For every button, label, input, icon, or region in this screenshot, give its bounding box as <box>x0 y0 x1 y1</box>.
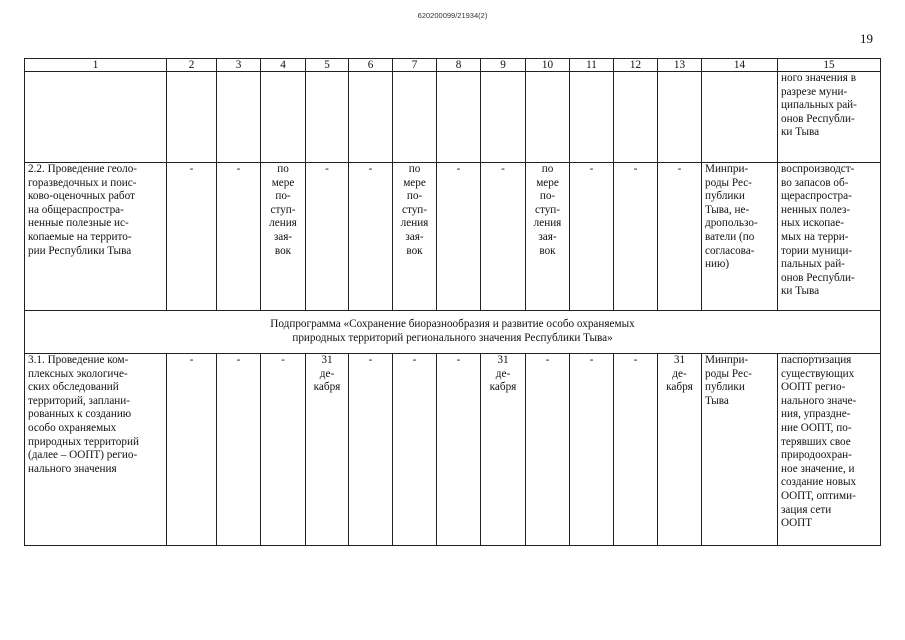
cell-text: 31 де- кабря <box>489 354 517 394</box>
column-number: 5 <box>306 59 349 72</box>
table-cell <box>778 72 881 163</box>
column-number: 2 <box>167 59 217 72</box>
column-number: 4 <box>261 59 306 72</box>
column-number: 8 <box>437 59 481 72</box>
cell-text: - <box>677 163 682 175</box>
column-number: 6 <box>349 59 393 72</box>
cell-text: - <box>456 354 461 366</box>
table-cell <box>702 354 778 546</box>
table-cell <box>570 163 614 311</box>
plan-table <box>24 58 881 546</box>
table-cell <box>393 354 437 546</box>
table-cell <box>167 72 217 163</box>
table-cell <box>349 163 393 311</box>
cell-text: - <box>189 163 194 175</box>
table-cell <box>481 72 526 163</box>
table-cell <box>349 72 393 163</box>
cell-text: - <box>412 354 417 366</box>
table-cell <box>306 163 349 311</box>
column-number: 9 <box>481 59 526 72</box>
cell-text: паспортизация существующих ООПТ регио- нального значе- ния, упраздне- ние ООПТ, по- терявших свое природоохран- ное значение, и создание новых ООПТ, оптими- зация сети ООПТ <box>781 354 857 530</box>
table-cell <box>261 72 306 163</box>
table-cell <box>437 354 481 546</box>
table-cell <box>25 354 167 546</box>
cell-text: - <box>501 163 505 175</box>
cell-text: - <box>325 163 329 175</box>
table-cell <box>306 354 349 546</box>
document-id: 620200099/21934(2) <box>417 11 488 20</box>
table-cell <box>306 72 349 163</box>
table-cell <box>614 354 658 546</box>
column-number: 13 <box>658 59 702 72</box>
table-cell <box>217 72 261 163</box>
table-cell <box>167 163 217 311</box>
table-cell <box>526 163 570 311</box>
cell-text: - <box>456 163 461 175</box>
column-number: 11 <box>570 59 614 72</box>
table-cell <box>658 72 702 163</box>
column-number-row <box>25 59 881 72</box>
cell-text: - <box>368 354 373 366</box>
cell-text: Минпри- роды Рес- публики Тыва, не- дропользо- ватели (по согласова- нию) <box>705 163 758 271</box>
table-cell <box>393 163 437 311</box>
cell-text: 2.2. Проведение геоло- горазведочных и поис- ково-оценочных работ на общераспростра- ненные полезные ис- копаемые на террито- рии Республики Тыва <box>28 163 138 257</box>
table-cell <box>614 72 658 163</box>
table-cell <box>702 163 778 311</box>
table-cell <box>778 354 881 546</box>
cell-text: по мере по- ступ- ления зая- вок <box>400 163 429 257</box>
table-cell <box>393 72 437 163</box>
column-number: 10 <box>526 59 570 72</box>
cell-text: - <box>589 354 594 366</box>
table-row-2-2 <box>25 163 881 311</box>
cell-text: 31 де- кабря <box>666 354 693 394</box>
table-cell <box>25 72 167 163</box>
table-cell <box>217 354 261 546</box>
cell-text: - <box>236 163 241 175</box>
column-number: 3 <box>217 59 261 72</box>
column-number: 1 <box>25 59 167 72</box>
column-number: 15 <box>778 59 881 72</box>
cell-text: - <box>633 354 638 366</box>
table-row-continuation <box>25 72 881 163</box>
cell-text: - <box>236 354 241 366</box>
cell-text: по мере по- ступ- ления зая- вок <box>533 163 562 257</box>
table-cell <box>437 163 481 311</box>
column-number: 14 <box>702 59 778 72</box>
cell-text: 3.1. Проведение ком- плексных экологиче- ских обследований территорий, заплани- рованных к созданию особо охраняемых природных территорий (далее – ООПТ) регио- нального значения <box>28 354 139 475</box>
table-cell <box>526 72 570 163</box>
table-cell <box>570 354 614 546</box>
cell-text: - <box>368 163 373 175</box>
cell-text: воспроизводст- во запасов об- щераспростра- ненных полез- ных ископае- мых на терри- тории муници- пальных рай- онов Республи- ки Тыва <box>781 163 855 298</box>
table-cell <box>614 163 658 311</box>
cell-text: - <box>633 163 638 175</box>
table-cell <box>261 354 306 546</box>
cell-text: - <box>589 163 594 175</box>
table-cell <box>261 163 306 311</box>
table-cell <box>778 163 881 311</box>
table-cell <box>481 354 526 546</box>
column-number: 12 <box>614 59 658 72</box>
table-cell <box>481 163 526 311</box>
column-number: 7 <box>393 59 437 72</box>
cell-text: Минпри- роды Рес- публики Тыва <box>705 354 752 407</box>
table-cell <box>570 72 614 163</box>
table-cell <box>702 72 778 163</box>
subprogram-title: Подпрограмма «Сохранение биоразнообразия и развитие особо охраняемых природных территорий регионального значения Республики Тыва» <box>25 311 881 354</box>
cell-text: ного значения в разрезе муни- ципальных рай- онов Республи- ки Тыва <box>781 72 857 139</box>
cell-text: 31 де- кабря <box>313 354 341 394</box>
table-row-3-1 <box>25 354 881 546</box>
page-number: 19 <box>860 31 873 46</box>
table-cell <box>349 354 393 546</box>
cell-text: - <box>281 354 285 366</box>
table-cell <box>526 354 570 546</box>
table-cell <box>217 163 261 311</box>
table-cell <box>437 72 481 163</box>
table-cell <box>658 163 702 311</box>
table-cell <box>167 354 217 546</box>
cell-text: по мере по- ступ- ления зая- вок <box>269 163 297 257</box>
subprogram-row <box>25 311 881 354</box>
table-cell <box>25 163 167 311</box>
cell-text: - <box>545 354 550 366</box>
cell-text: - <box>189 354 194 366</box>
table-cell <box>658 354 702 546</box>
